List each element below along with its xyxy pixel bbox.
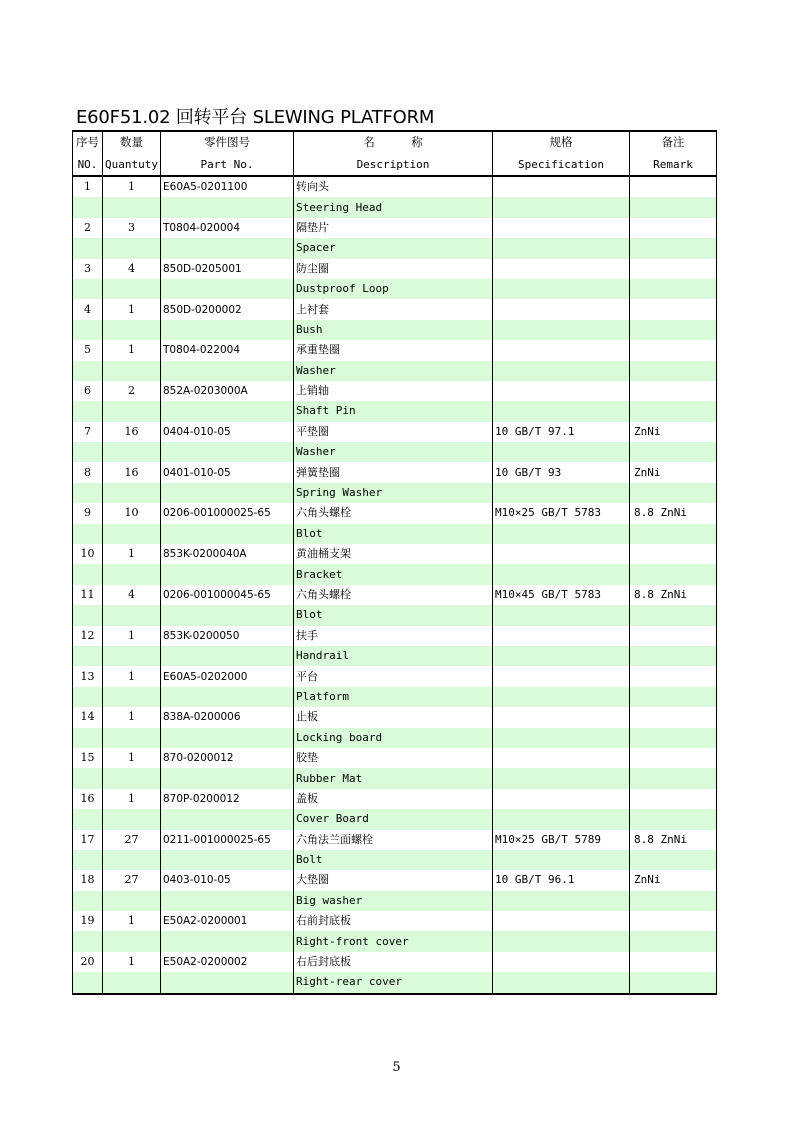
- cell-no: 18: [73, 870, 103, 890]
- table-row-en: [73, 524, 717, 544]
- cell-empty: [103, 891, 161, 911]
- cell-part-no: 850D-0205001: [161, 259, 294, 279]
- cell-no: 12: [73, 626, 103, 646]
- cell-remark: [630, 626, 717, 646]
- cell-no: 3: [73, 259, 103, 279]
- cell-empty: [161, 442, 294, 462]
- cell-empty: [630, 197, 717, 217]
- cell-remark: [630, 748, 717, 768]
- cell-empty: [493, 401, 630, 421]
- header-qty-en: Quantuty: [103, 154, 161, 177]
- cell-empty: [161, 361, 294, 381]
- cell-qty: 16: [103, 462, 161, 482]
- table-row-en: [73, 279, 717, 299]
- cell-spec: [493, 176, 630, 197]
- cell-desc-en: Blot: [294, 524, 493, 544]
- cell-desc-cn: 右后封底板: [294, 952, 493, 972]
- cell-empty: [103, 850, 161, 870]
- cell-part-no: 0401-010-05: [161, 462, 294, 482]
- header-no-en: NO.: [73, 154, 103, 177]
- cell-part-no: E60A5-0201100: [161, 176, 294, 197]
- cell-remark: [630, 911, 717, 931]
- cell-remark: [630, 789, 717, 809]
- cell-empty: [161, 320, 294, 340]
- table-row: [73, 218, 717, 238]
- table-row: [73, 952, 717, 972]
- cell-desc-cn: 六角头螺栓: [294, 585, 493, 605]
- header-row-en: [73, 154, 717, 177]
- table-row-en: [73, 850, 717, 870]
- cell-spec: 10 GB/T 96.1: [493, 870, 630, 890]
- cell-empty: [161, 891, 294, 911]
- cell-desc-en: Blot: [294, 605, 493, 625]
- cell-qty: 1: [103, 952, 161, 972]
- cell-no: 15: [73, 748, 103, 768]
- table-row-en: [73, 891, 717, 911]
- cell-empty: [161, 483, 294, 503]
- cell-desc-cn: 胶垫: [294, 748, 493, 768]
- cell-part-no: 0404-010-05: [161, 422, 294, 442]
- header-desc-cn: 名 称: [294, 131, 493, 154]
- cell-empty: [103, 361, 161, 381]
- cell-part-no: E50A2-0200001: [161, 911, 294, 931]
- cell-spec: [493, 218, 630, 238]
- cell-no: 9: [73, 503, 103, 523]
- cell-remark: [630, 952, 717, 972]
- cell-no: 8: [73, 462, 103, 482]
- cell-empty: [493, 728, 630, 748]
- cell-spec: M10×25 GB/T 5789: [493, 830, 630, 850]
- cell-desc-en: Bolt: [294, 850, 493, 870]
- cell-qty: 4: [103, 585, 161, 605]
- cell-remark: [630, 176, 717, 197]
- cell-empty: [493, 646, 630, 666]
- cell-part-no: 0206-001000045-65: [161, 585, 294, 605]
- cell-empty: [493, 605, 630, 625]
- cell-empty: [103, 931, 161, 951]
- cell-empty: [103, 687, 161, 707]
- cell-desc-cn: 黄油桶支架: [294, 544, 493, 564]
- header-remark-en: Remark: [630, 154, 717, 177]
- cell-empty: [103, 279, 161, 299]
- cell-empty: [630, 524, 717, 544]
- cell-desc-en: Washer: [294, 361, 493, 381]
- cell-no: 20: [73, 952, 103, 972]
- table-row: [73, 585, 717, 605]
- cell-remark: [630, 707, 717, 727]
- table-row-en: [73, 564, 717, 584]
- cell-empty: [630, 401, 717, 421]
- cell-no: 13: [73, 666, 103, 686]
- cell-empty: [493, 687, 630, 707]
- cell-empty: [73, 850, 103, 870]
- cell-empty: [493, 442, 630, 462]
- page-number: 5: [392, 1060, 401, 1075]
- cell-empty: [493, 931, 630, 951]
- cell-spec: [493, 789, 630, 809]
- parts-table: [72, 130, 717, 995]
- cell-empty: [73, 891, 103, 911]
- cell-qty: 1: [103, 748, 161, 768]
- table-row: [73, 748, 717, 768]
- cell-desc-cn: 六角头螺栓: [294, 503, 493, 523]
- document-title: E60F51.02 回转平台 SLEWING PLATFORM: [76, 107, 435, 128]
- cell-spec: [493, 748, 630, 768]
- cell-desc-cn: 右前封底板: [294, 911, 493, 931]
- cell-qty: 1: [103, 340, 161, 360]
- cell-empty: [493, 850, 630, 870]
- cell-no: 11: [73, 585, 103, 605]
- cell-desc-en: Spacer: [294, 238, 493, 258]
- cell-empty: [73, 768, 103, 788]
- cell-spec: [493, 911, 630, 931]
- table-row-en: [73, 931, 717, 951]
- cell-remark: [630, 544, 717, 564]
- cell-qty: 1: [103, 789, 161, 809]
- cell-desc-en: Steering Head: [294, 197, 493, 217]
- cell-qty: 2: [103, 381, 161, 401]
- cell-desc-en: Big washer: [294, 891, 493, 911]
- table-row: [73, 911, 717, 931]
- cell-desc-cn: 承重垫圈: [294, 340, 493, 360]
- header-no-cn: 序号: [73, 131, 103, 154]
- table-row-en: [73, 605, 717, 625]
- cell-spec: M10×45 GB/T 5783: [493, 585, 630, 605]
- table-row-en: [73, 728, 717, 748]
- cell-qty: 27: [103, 830, 161, 850]
- cell-desc-en: Handrail: [294, 646, 493, 666]
- table-row: [73, 259, 717, 279]
- cell-desc-cn: 盖板: [294, 789, 493, 809]
- cell-spec: [493, 340, 630, 360]
- cell-qty: 1: [103, 544, 161, 564]
- table-row: [73, 707, 717, 727]
- cell-no: 16: [73, 789, 103, 809]
- table-row-en: [73, 687, 717, 707]
- cell-empty: [103, 809, 161, 829]
- cell-empty: [161, 401, 294, 421]
- cell-empty: [630, 279, 717, 299]
- cell-empty: [103, 564, 161, 584]
- cell-remark: ZnNi: [630, 462, 717, 482]
- cell-desc-cn: 转向头: [294, 176, 493, 197]
- cell-empty: [103, 320, 161, 340]
- cell-empty: [493, 320, 630, 340]
- cell-spec: [493, 381, 630, 401]
- cell-empty: [73, 442, 103, 462]
- cell-empty: [630, 687, 717, 707]
- cell-part-no: 838A-0200006: [161, 707, 294, 727]
- cell-empty: [103, 401, 161, 421]
- table-row-en: [73, 238, 717, 258]
- cell-no: 5: [73, 340, 103, 360]
- cell-empty: [161, 524, 294, 544]
- cell-part-no: 852A-0203000A: [161, 381, 294, 401]
- cell-qty: 16: [103, 422, 161, 442]
- cell-no: 2: [73, 218, 103, 238]
- cell-part-no: E50A2-0200002: [161, 952, 294, 972]
- table-row-en: [73, 646, 717, 666]
- cell-empty: [630, 646, 717, 666]
- cell-part-no: 870P-0200012: [161, 789, 294, 809]
- cell-empty: [630, 320, 717, 340]
- table-row: [73, 830, 717, 850]
- cell-qty: 1: [103, 626, 161, 646]
- table-row: [73, 340, 717, 360]
- cell-spec: [493, 544, 630, 564]
- cell-empty: [161, 768, 294, 788]
- cell-part-no: 0211-001000025-65: [161, 830, 294, 850]
- table-row-en: [73, 809, 717, 829]
- table-row-en: [73, 442, 717, 462]
- cell-empty: [630, 361, 717, 381]
- cell-empty: [493, 197, 630, 217]
- cell-desc-en: Rubber Mat: [294, 768, 493, 788]
- cell-empty: [630, 238, 717, 258]
- cell-empty: [73, 809, 103, 829]
- cell-empty: [493, 891, 630, 911]
- cell-empty: [73, 646, 103, 666]
- table-row-en: [73, 972, 717, 993]
- cell-empty: [161, 728, 294, 748]
- cell-spec: [493, 666, 630, 686]
- cell-empty: [73, 564, 103, 584]
- cell-qty: 1: [103, 176, 161, 197]
- cell-desc-cn: 上销轴: [294, 381, 493, 401]
- cell-desc-cn: 扶手: [294, 626, 493, 646]
- cell-desc-en: Cover Board: [294, 809, 493, 829]
- cell-spec: [493, 707, 630, 727]
- cell-empty: [161, 687, 294, 707]
- cell-desc-cn: 止板: [294, 707, 493, 727]
- table-row-en: [73, 483, 717, 503]
- cell-desc-en: Shaft Pin: [294, 401, 493, 421]
- table-row: [73, 176, 717, 197]
- cell-empty: [73, 524, 103, 544]
- cell-spec: 10 GB/T 93: [493, 462, 630, 482]
- cell-empty: [161, 972, 294, 993]
- cell-desc-cn: 隔垫片: [294, 218, 493, 238]
- cell-no: 10: [73, 544, 103, 564]
- cell-desc-cn: 防尘圈: [294, 259, 493, 279]
- cell-empty: [630, 931, 717, 951]
- cell-empty: [103, 483, 161, 503]
- cell-desc-en: Right-front cover: [294, 931, 493, 951]
- header-desc-en: Description: [294, 154, 493, 177]
- cell-part-no: 853K-0200040A: [161, 544, 294, 564]
- cell-qty: 27: [103, 870, 161, 890]
- cell-spec: [493, 626, 630, 646]
- header-part-en: Part No.: [161, 154, 294, 177]
- cell-empty: [630, 564, 717, 584]
- cell-desc-en: Spring Washer: [294, 483, 493, 503]
- cell-qty: 4: [103, 259, 161, 279]
- cell-empty: [103, 524, 161, 544]
- cell-desc-cn: 平垫圈: [294, 422, 493, 442]
- cell-empty: [161, 931, 294, 951]
- cell-empty: [103, 972, 161, 993]
- cell-empty: [493, 564, 630, 584]
- cell-spec: [493, 259, 630, 279]
- cell-empty: [630, 850, 717, 870]
- cell-empty: [73, 361, 103, 381]
- cell-empty: [161, 646, 294, 666]
- cell-qty: 1: [103, 666, 161, 686]
- table-row-en: [73, 401, 717, 421]
- cell-part-no: T0804-020004: [161, 218, 294, 238]
- cell-no: 14: [73, 707, 103, 727]
- cell-empty: [161, 809, 294, 829]
- cell-empty: [103, 238, 161, 258]
- cell-empty: [630, 483, 717, 503]
- table-row-en: [73, 197, 717, 217]
- cell-empty: [493, 361, 630, 381]
- header-spec-en: Specification: [493, 154, 630, 177]
- table-row: [73, 299, 717, 319]
- cell-empty: [161, 279, 294, 299]
- cell-empty: [493, 768, 630, 788]
- cell-desc-en: Washer: [294, 442, 493, 462]
- cell-desc-cn: 平台: [294, 666, 493, 686]
- cell-empty: [161, 238, 294, 258]
- cell-empty: [493, 809, 630, 829]
- header-part-cn: 零件图号: [161, 131, 294, 154]
- cell-empty: [73, 728, 103, 748]
- cell-desc-en: Dustproof Loop: [294, 279, 493, 299]
- cell-empty: [630, 605, 717, 625]
- table-row: [73, 870, 717, 890]
- cell-remark: 8.8 ZnNi: [630, 503, 717, 523]
- table-row-en: [73, 768, 717, 788]
- cell-desc-en: Right-rear cover: [294, 972, 493, 993]
- cell-empty: [630, 768, 717, 788]
- table-row: [73, 544, 717, 564]
- cell-desc-cn: 弹簧垫圈: [294, 462, 493, 482]
- cell-empty: [161, 197, 294, 217]
- cell-empty: [73, 605, 103, 625]
- cell-empty: [493, 279, 630, 299]
- cell-empty: [103, 728, 161, 748]
- cell-qty: 3: [103, 218, 161, 238]
- cell-desc-en: Bracket: [294, 564, 493, 584]
- cell-empty: [73, 931, 103, 951]
- table-row: [73, 626, 717, 646]
- cell-empty: [73, 687, 103, 707]
- cell-desc-cn: 上衬套: [294, 299, 493, 319]
- table-row: [73, 381, 717, 401]
- cell-qty: 10: [103, 503, 161, 523]
- cell-empty: [103, 768, 161, 788]
- header-row-cn: [73, 131, 717, 154]
- cell-empty: [73, 238, 103, 258]
- cell-empty: [493, 483, 630, 503]
- cell-no: 1: [73, 176, 103, 197]
- cell-part-no: E60A5-0202000: [161, 666, 294, 686]
- table-row: [73, 666, 717, 686]
- cell-remark: 8.8 ZnNi: [630, 585, 717, 605]
- cell-remark: [630, 259, 717, 279]
- cell-desc-en: Bush: [294, 320, 493, 340]
- header-qty-cn: 数量: [103, 131, 161, 154]
- cell-remark: ZnNi: [630, 422, 717, 442]
- cell-no: 17: [73, 830, 103, 850]
- cell-remark: [630, 299, 717, 319]
- cell-spec: [493, 299, 630, 319]
- cell-empty: [73, 320, 103, 340]
- table-row-en: [73, 320, 717, 340]
- cell-part-no: T0804-022004: [161, 340, 294, 360]
- cell-empty: [630, 442, 717, 462]
- cell-part-no: 0206-001000025-65: [161, 503, 294, 523]
- cell-empty: [493, 972, 630, 993]
- cell-remark: [630, 340, 717, 360]
- cell-no: 19: [73, 911, 103, 931]
- table-row: [73, 462, 717, 482]
- cell-empty: [630, 891, 717, 911]
- cell-spec: M10×25 GB/T 5783: [493, 503, 630, 523]
- cell-desc-cn: 六角法兰面螺栓: [294, 830, 493, 850]
- header-remark-cn: 备注: [630, 131, 717, 154]
- cell-remark: [630, 218, 717, 238]
- table-row: [73, 789, 717, 809]
- cell-no: 4: [73, 299, 103, 319]
- table-row: [73, 422, 717, 442]
- cell-empty: [73, 197, 103, 217]
- cell-part-no: 0403-010-05: [161, 870, 294, 890]
- cell-part-no: 853K-0200050: [161, 626, 294, 646]
- cell-qty: 1: [103, 299, 161, 319]
- cell-remark: [630, 381, 717, 401]
- cell-no: 6: [73, 381, 103, 401]
- cell-remark: 8.8 ZnNi: [630, 830, 717, 850]
- cell-empty: [630, 972, 717, 993]
- cell-desc-cn: 大垫圈: [294, 870, 493, 890]
- cell-desc-en: Locking board: [294, 728, 493, 748]
- cell-empty: [161, 564, 294, 584]
- cell-part-no: 850D-0200002: [161, 299, 294, 319]
- cell-empty: [630, 728, 717, 748]
- cell-qty: 1: [103, 911, 161, 931]
- cell-desc-en: Platform: [294, 687, 493, 707]
- table-body: [73, 176, 717, 994]
- header-spec-cn: 规格: [493, 131, 630, 154]
- cell-empty: [630, 809, 717, 829]
- cell-empty: [161, 850, 294, 870]
- table-row-en: [73, 361, 717, 381]
- cell-remark: [630, 666, 717, 686]
- cell-empty: [73, 401, 103, 421]
- cell-spec: [493, 952, 630, 972]
- cell-qty: 1: [103, 707, 161, 727]
- table-header: [73, 131, 717, 176]
- cell-empty: [493, 524, 630, 544]
- cell-spec: 10 GB/T 97.1: [493, 422, 630, 442]
- cell-empty: [73, 279, 103, 299]
- cell-empty: [73, 972, 103, 993]
- cell-empty: [493, 238, 630, 258]
- cell-remark: ZnNi: [630, 870, 717, 890]
- cell-empty: [103, 442, 161, 462]
- cell-empty: [161, 605, 294, 625]
- cell-empty: [103, 646, 161, 666]
- table-row: [73, 503, 717, 523]
- cell-empty: [73, 483, 103, 503]
- cell-empty: [103, 197, 161, 217]
- cell-empty: [103, 605, 161, 625]
- cell-part-no: 870-0200012: [161, 748, 294, 768]
- cell-no: 7: [73, 422, 103, 442]
